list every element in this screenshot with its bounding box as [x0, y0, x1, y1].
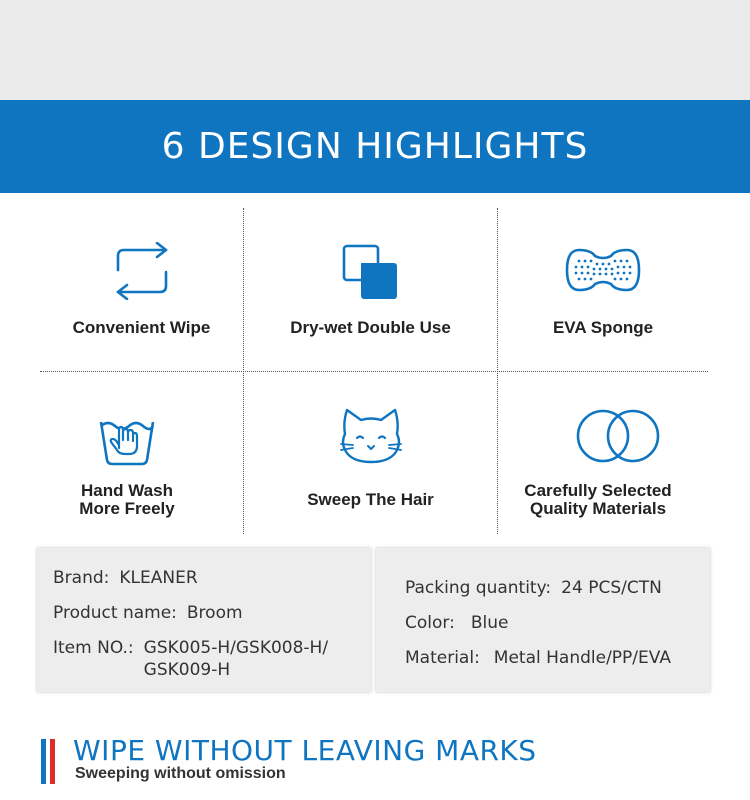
sponge-icon [565, 248, 641, 292]
highlight-hand-wash [40, 372, 214, 534]
spec-value-line1: GSK005-H/GSK008-H/ [143, 638, 329, 658]
highlight-label: EVA Sponge [552, 318, 654, 337]
spec-value: KLEANER [119, 568, 198, 588]
hand-wash-icon [99, 408, 155, 466]
highlight-label: Sweep The Hair [307, 490, 434, 509]
spec-key: Color: [405, 613, 455, 633]
spec-item-no [53, 637, 328, 681]
highlight-label [40, 482, 214, 518]
highlight-label: Dry-wet Double Use [290, 318, 451, 337]
section-title: WIPE WITHOUT LEAVING MARKS [73, 734, 537, 767]
highlight-label-line1: Carefully Selected [524, 481, 672, 500]
spec-key: Product name: [53, 603, 177, 623]
spec-key: Material: [405, 648, 480, 668]
specs-box-left [37, 548, 371, 692]
loop-arrows-icon [114, 242, 170, 300]
spec-value: Metal Handle/PP/EVA [493, 648, 671, 668]
footer-accent-bar-red [50, 739, 55, 784]
highlight-dry-wet [244, 208, 497, 371]
highlight-eva-sponge [498, 208, 708, 371]
highlights-banner [0, 100, 750, 193]
spec-value: 24 PCS/CTN [561, 578, 662, 598]
banner-title: 6 DESIGN HIGHLIGHTS [161, 126, 589, 167]
spec-key: Brand: [53, 568, 110, 588]
highlight-label: Convenient Wipe [72, 318, 211, 337]
overlapping-circles-icon [575, 408, 661, 464]
spec-key: Packing quantity: [405, 578, 552, 598]
spec-material [405, 648, 671, 668]
spec-value: Broom [186, 603, 243, 623]
top-gray-band [0, 0, 750, 100]
spec-brand [53, 568, 198, 588]
highlight-label [458, 482, 738, 518]
specs-box-right [376, 548, 710, 692]
cat-head-icon [339, 408, 403, 464]
spec-value-line2: GSK009-H [143, 660, 231, 680]
spec-product-name [53, 603, 243, 623]
highlight-convenient-wipe [40, 208, 243, 371]
footer-accent-bar-blue [41, 739, 46, 784]
highlight-label-line1: Hand Wash [81, 481, 173, 500]
spec-color [405, 613, 508, 633]
dry-wet-squares-icon [342, 244, 400, 302]
section-subtitle: Sweeping without omission [75, 765, 286, 782]
highlight-label-line2: Quality Materials [529, 499, 667, 518]
spec-packing-quantity [405, 578, 662, 598]
spec-value: Blue [470, 613, 509, 633]
spec-key: Item NO.: [53, 638, 134, 658]
highlights-grid [40, 208, 708, 534]
highlight-quality-materials [498, 372, 738, 534]
highlight-label-line2: More Freely [79, 499, 175, 518]
spec-value [144, 637, 328, 681]
